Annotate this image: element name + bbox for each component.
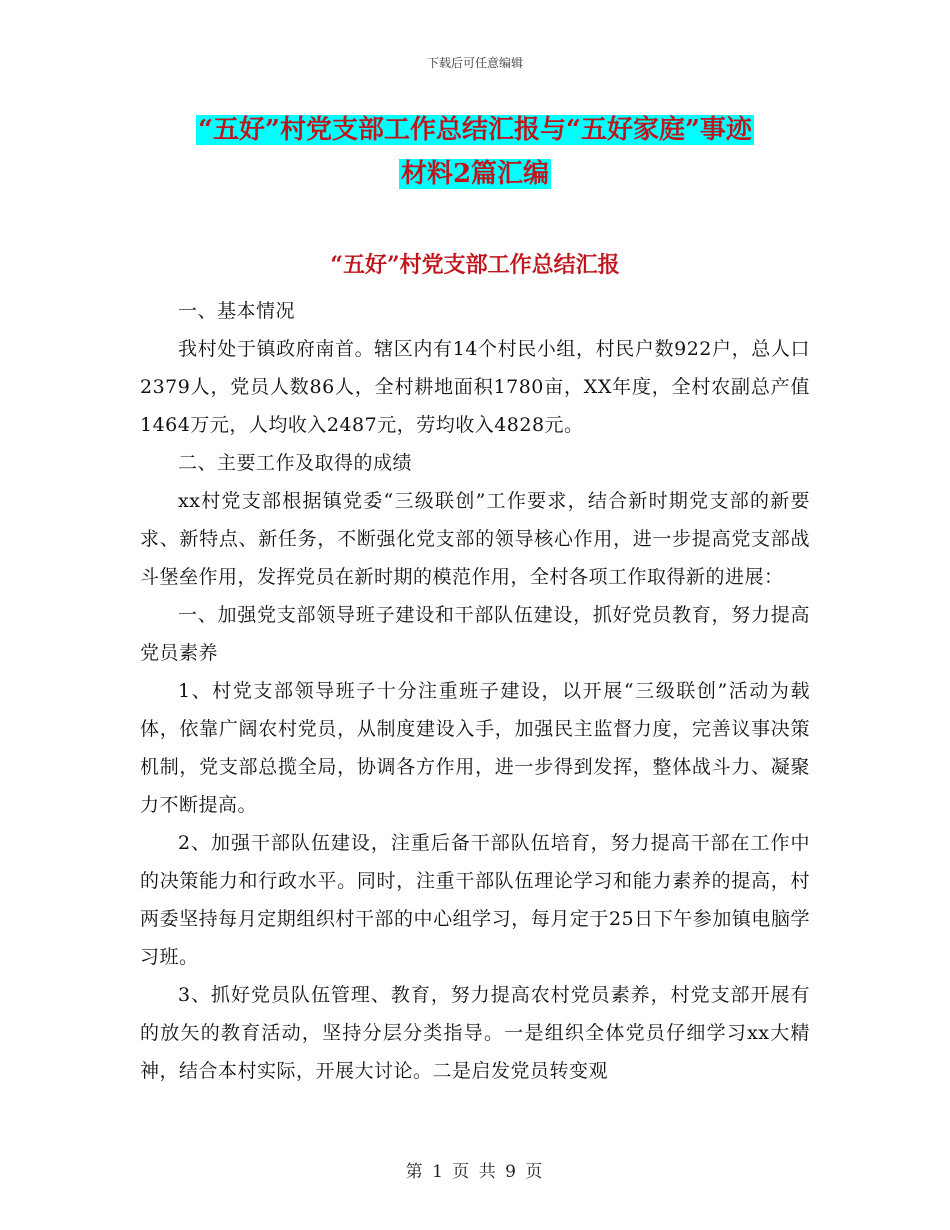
document-body [140,292,810,1090]
document-title-text-1: “五好”村党支部工作总结汇报与“五好家庭”事迹 [198,115,752,145]
document-title-line-1 [0,112,950,148]
paragraph: 一、加强党支部领导班子建设和干部队伍建设，抓好党员教育，努力提高党员素养 [140,604,810,664]
paragraph: 3、抓好党员队伍管理、教育，努力提高农村党员素养，村党支部开展有的放矢的教育活动，坚持分层分类指导。一是组织全体党员仔细学习xx大精神，结合本村实际，开展大讨论。二是启发党员转变观 [140,984,810,1082]
section-title: “五好”村党支部工作总结汇报 [330,252,620,278]
paragraph: 1、村党支部领导班子十分注重班子建设，以开展“三级联创”活动为载体，依靠广阔农村党员，从制度建设入手，加强民主监督力度，完善议事决策机制，党支部总揽全局，协调各方作用，进一步得到发挥，整体战斗力、凝聚力不断提高。 [140,680,810,816]
document-title-line-2 [0,156,950,192]
paragraph: 2、加强干部队伍建设，注重后备干部队伍培育，努力提高干部在工作中的决策能力和行政水平。同时，注重干部队伍理论学习和能力素养的提高，村两委坚持每月定期组织村干部的中心组学习，每月定于25日下午参加镇电脑学习班。 [140,832,810,968]
paragraph: 一、基本情况 [178,300,296,322]
paragraph: 我村处于镇政府南首。辖区内有14个村民小组，村民户数922户，总人口2379人，党员人数86人，全村耕地面积1780亩，XX年度，全村农副总产值1464万元，人均收入2487元，劳均收入4828元。 [140,338,810,436]
document-title-text-2: 材料2篇汇编 [400,159,550,189]
paragraph: 二、主要工作及取得的成绩 [178,452,413,474]
header-note: 下载后可任意编辑 [426,56,523,70]
page-number-footer: 第 1 页 共 9 页 [405,1162,545,1182]
paragraph: xx村党支部根据镇党委“三级联创”工作要求，结合新时期党支部的新要求、新特点、新任务，不断强化党支部的领导核心作用，进一步提高党支部战斗堡垒作用，发挥党员在新时期的模范作用，全村各项工作取得新的进展： [140,490,810,588]
